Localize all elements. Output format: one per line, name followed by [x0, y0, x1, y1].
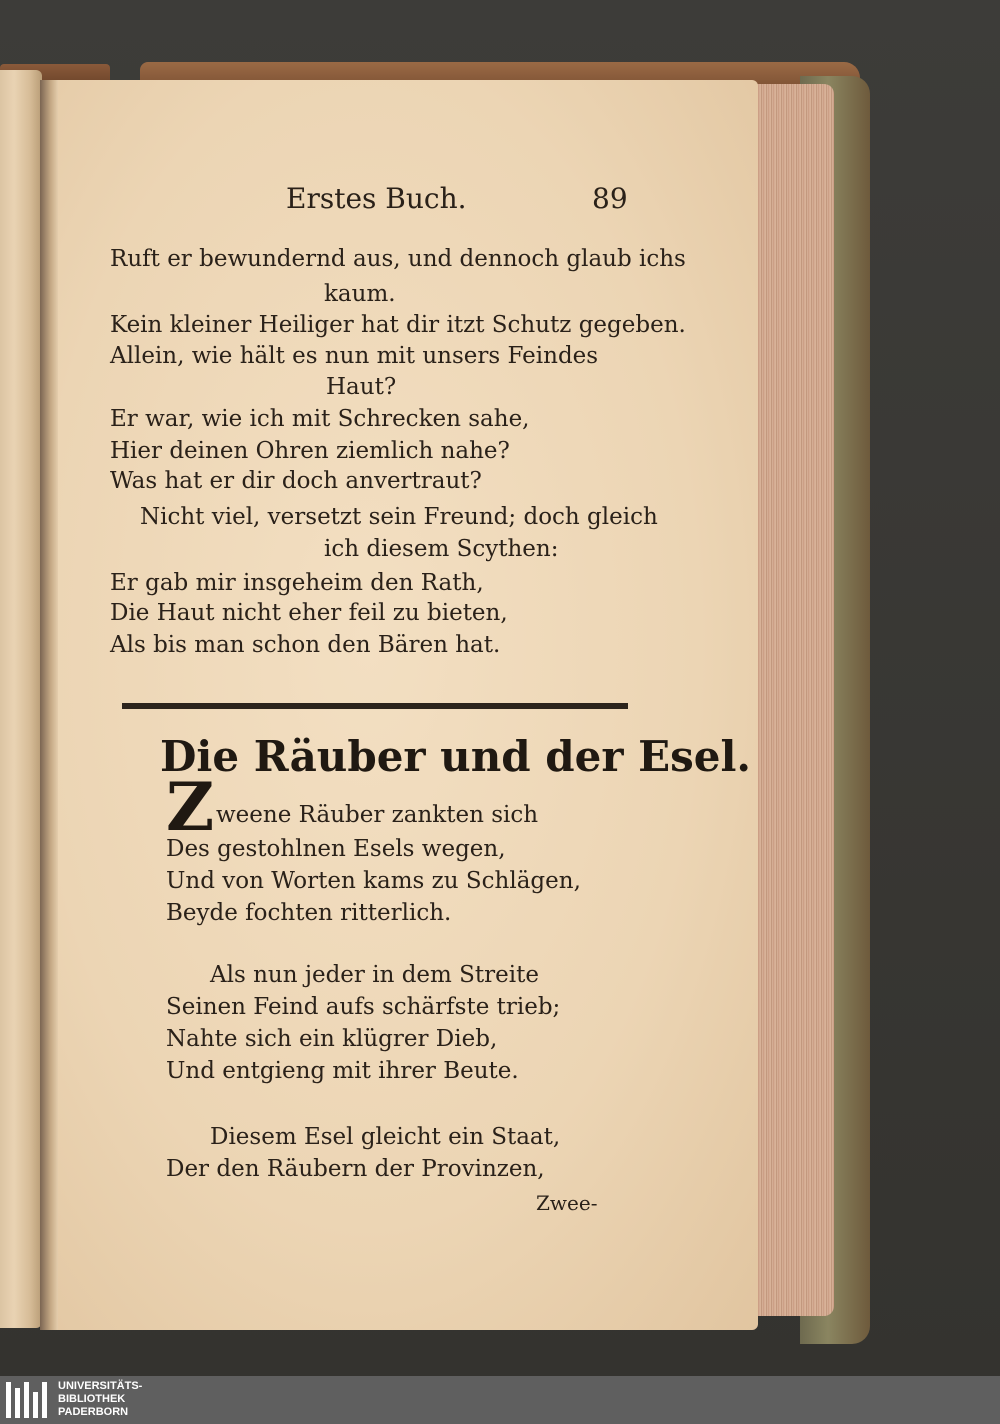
verse-line: Hier deinen Ohren ziemlich nahe? — [110, 438, 510, 464]
verse-line: Die Haut nicht eher feil zu bieten, — [110, 600, 508, 626]
verse-line: Er gab mir insgeheim den Rath, — [110, 570, 484, 596]
drop-cap: Z — [166, 768, 215, 846]
footer-bar — [0, 1376, 1000, 1424]
fable-line: Seinen Feind aufs schärfste trieb; — [166, 994, 561, 1020]
fable-line: Als nun jeder in dem Streite — [210, 962, 539, 988]
verse-line: Allein, wie hält es nun mit unsers Feindes — [110, 343, 599, 369]
fable-line: Nahte sich ein klügrer Dieb, — [166, 1026, 498, 1052]
fable-line: weene Räuber zankten sich — [216, 802, 539, 828]
fable-line: Und von Worten kams zu Schlägen, — [166, 868, 581, 894]
page-number: 89 — [592, 182, 628, 215]
fable-line: Des gestohlnen Esels wegen, — [166, 836, 506, 862]
verse-line: Nicht viel, versetzt sein Freund; doch gleich — [140, 504, 658, 530]
running-header-title: Erstes Buch. — [286, 182, 467, 215]
fable-line: Der den Räubern der Provinzen, — [166, 1156, 545, 1182]
fable-line: Und entgieng mit ihrer Beute. — [166, 1058, 519, 1084]
verse-line: Er war, wie ich mit Schrecken sahe, — [110, 406, 530, 432]
fable-line: Beyde fochten ritterlich. — [166, 900, 452, 926]
logo-line: UNIVERSITÄTS- — [58, 1380, 143, 1392]
fable-title: Die Räuber und der Esel. — [160, 732, 752, 781]
verse-line: ich diesem Scythen: — [324, 536, 559, 562]
library-logo-text — [58, 1380, 142, 1419]
logo-line: BIBLIOTHEK — [58, 1393, 126, 1405]
verse-line: Kein kleiner Heiliger hat dir itzt Schutz gegeben. — [110, 312, 686, 338]
fable-line: Diesem Esel gleicht ein Staat, — [210, 1124, 561, 1150]
verse-line: kaum. — [324, 281, 396, 307]
book-gutter — [40, 80, 58, 1330]
left-page-edge — [0, 70, 42, 1328]
verse-line: Ruft er bewundernd aus, und dennoch glaub ichs — [110, 246, 686, 272]
library-logo-icon — [6, 1382, 52, 1418]
catchword: Zwee- — [536, 1191, 598, 1215]
logo-line: PADERBORN — [58, 1406, 129, 1418]
verse-line: Als bis man schon den Bären hat. — [110, 632, 501, 658]
verse-line: Was hat er dir doch anvertraut? — [110, 468, 482, 494]
verse-line: Haut? — [326, 374, 397, 400]
section-rule — [122, 703, 628, 709]
